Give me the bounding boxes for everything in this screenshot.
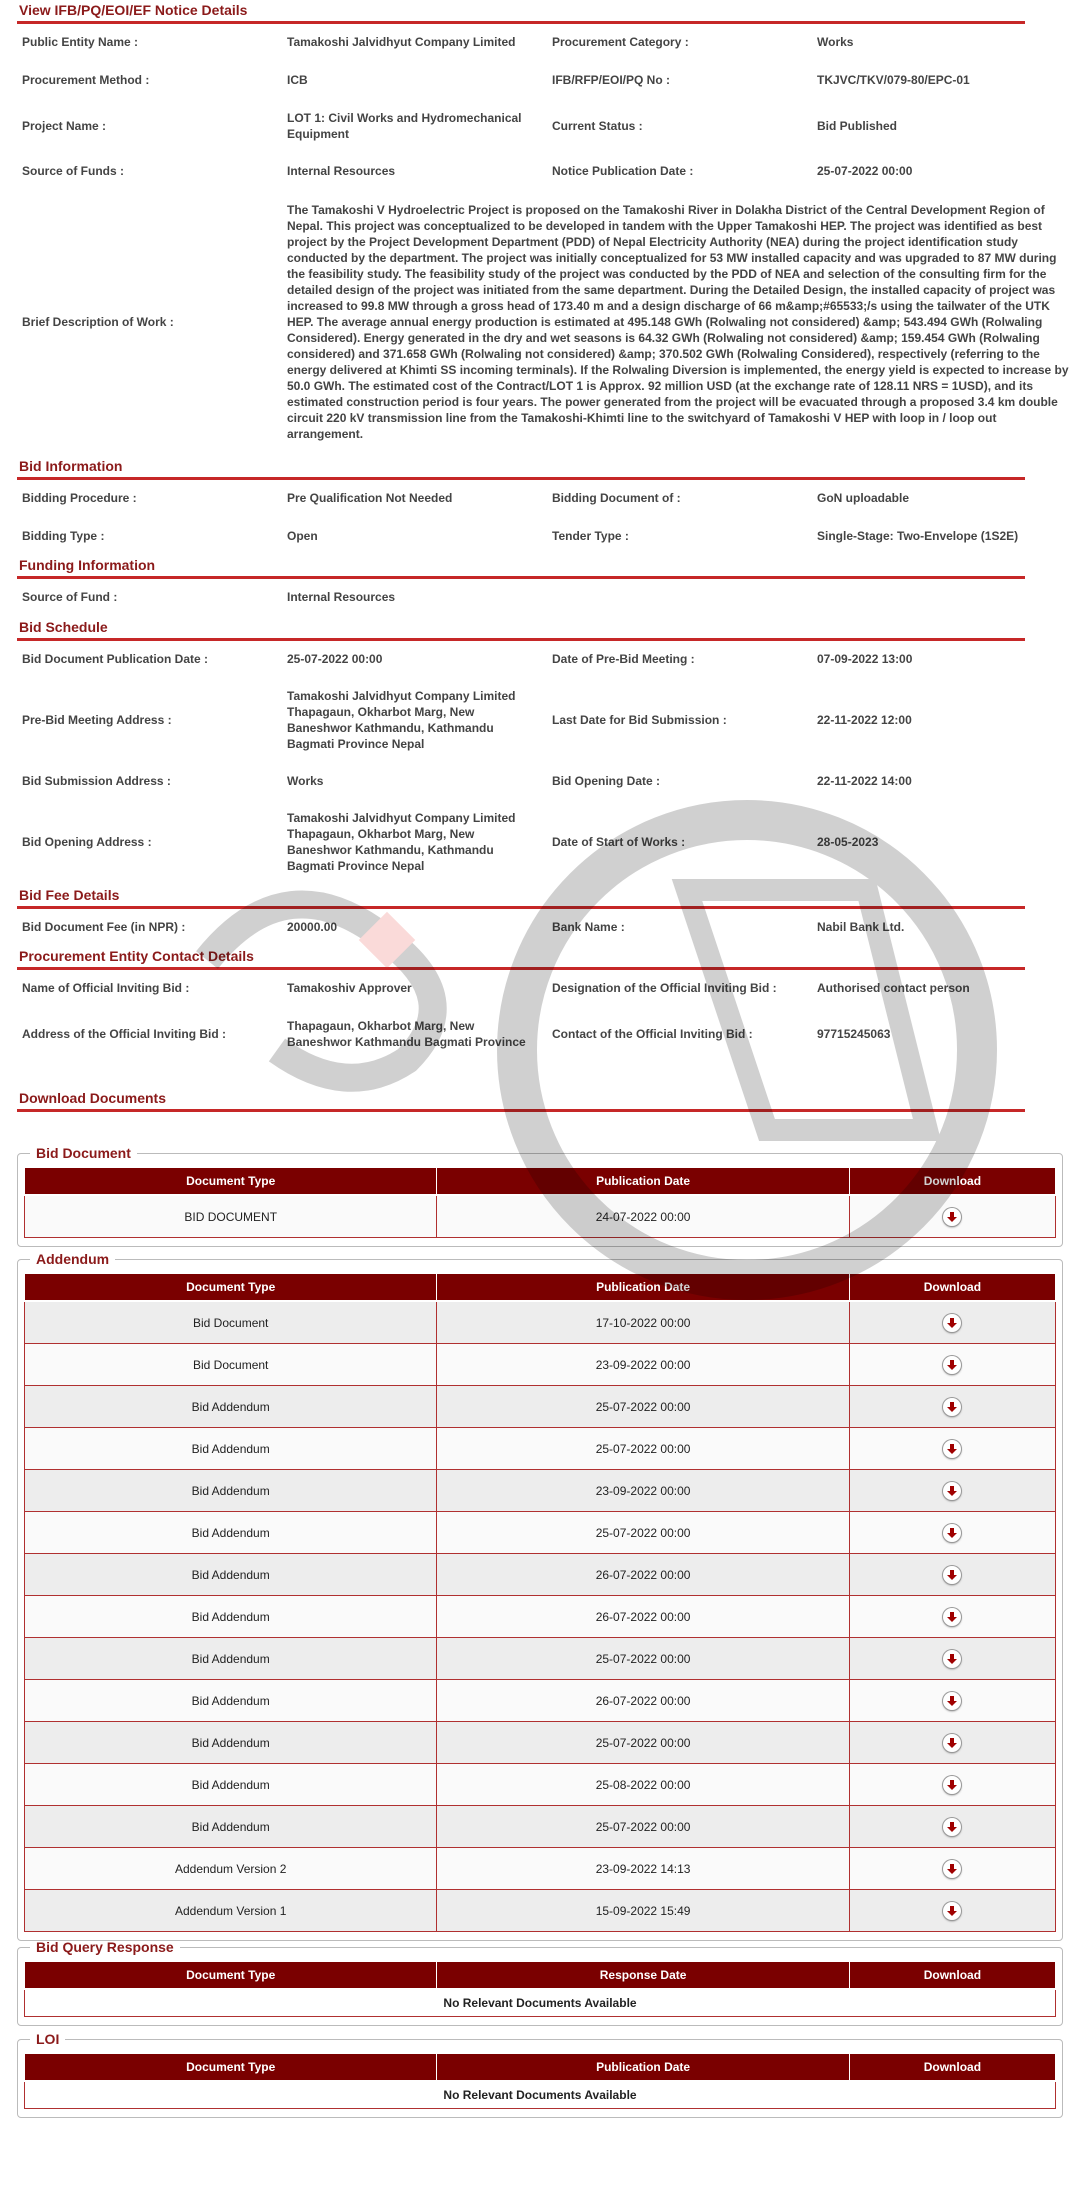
ifb-value: TKJVC/TKV/079-80/EPC-01 [817, 73, 970, 87]
bid-query-table [24, 1961, 1056, 2017]
download-cell [849, 1638, 1055, 1680]
proc-category-value: Works [817, 35, 854, 49]
fee-section-title: Bid Fee Details [17, 885, 1025, 909]
download-cell [849, 1890, 1055, 1932]
bidding-doc-of-label: Bidding Document of : [552, 491, 681, 505]
bid-document-table [24, 1167, 1056, 1238]
official-address-label: Address of the Official Inviting Bid : [22, 1026, 227, 1041]
document-type-cell: Bid Addendum [25, 1722, 437, 1764]
official-name-label: Name of Official Inviting Bid : [22, 981, 190, 995]
download-cell [849, 1195, 1055, 1238]
document-type-cell: Bid Addendum [25, 1680, 437, 1722]
table-row [25, 1470, 1056, 1512]
bid-info-section-title: Bid Information [17, 456, 1025, 480]
document-type-cell: Addendum Version 2 [25, 1848, 437, 1890]
download-cell [849, 1680, 1055, 1722]
download-cell [849, 1554, 1055, 1596]
public-entity-label: Public Entity Name : [22, 35, 139, 49]
download-icon[interactable] [943, 1608, 961, 1626]
bidding-type-label: Bidding Type : [22, 529, 105, 543]
table-row [25, 1638, 1056, 1680]
publication-date-cell: 23-09-2022 00:00 [437, 1470, 849, 1512]
submission-address-value: Works [287, 774, 324, 788]
status-label: Current Status : [552, 118, 643, 133]
loi-legend: LOI [36, 2031, 60, 2047]
doc-fee-value: 20000.00 [287, 920, 338, 934]
table-row [25, 1680, 1056, 1722]
official-name-value: Tamakoshiv Approver [287, 981, 412, 995]
publication-date-cell: 26-07-2022 00:00 [437, 1596, 849, 1638]
document-type-cell: Bid Addendum [25, 1806, 437, 1848]
download-icon[interactable] [943, 1398, 961, 1416]
bank-name-label: Bank Name : [552, 920, 625, 934]
schedule-section-title: Bid Schedule [17, 617, 1025, 641]
bid-document-legend: Bid Document [36, 1145, 131, 1161]
col-publication-date: Publication Date [437, 1168, 849, 1196]
document-type-cell: Bid Addendum [25, 1554, 437, 1596]
table-row [25, 1848, 1056, 1890]
bidding-procedure-value: Pre Qualification Not Needed [287, 491, 453, 505]
no-documents-message: No Relevant Documents Available [25, 2081, 1056, 2109]
project-name-label: Project Name : [22, 118, 107, 133]
col-document-type: Document Type [25, 1962, 437, 1990]
publication-date-cell: 25-07-2022 00:00 [437, 1806, 849, 1848]
schedule-table [17, 640, 1077, 884]
document-type-cell: Bid Addendum [25, 1386, 437, 1428]
publication-date-cell: 15-09-2022 15:49 [437, 1890, 849, 1932]
notice-section-title: View IFB/PQ/EOI/EF Notice Details [17, 0, 1025, 24]
document-type-cell: Bid Addendum [25, 1596, 437, 1638]
contact-table [17, 969, 1077, 1060]
tender-type-label: Tender Type : [552, 529, 629, 543]
download-icon[interactable] [943, 1818, 961, 1836]
document-type-cell: Addendum Version 1 [25, 1890, 437, 1932]
opening-address-label: Bid Opening Address : [22, 835, 152, 849]
download-cell [849, 1386, 1055, 1428]
addendum-table [24, 1273, 1056, 1932]
download-icon[interactable] [943, 1902, 961, 1920]
bidding-doc-of-value: GoN uploadable [817, 491, 910, 505]
submission-address-label: Bid Submission Address : [22, 774, 171, 788]
download-cell [849, 1344, 1055, 1386]
publication-date-cell: 25-07-2022 00:00 [437, 1512, 849, 1554]
doc-pub-date-label: Bid Document Publication Date : [22, 652, 209, 666]
table-row [25, 1890, 1056, 1932]
official-contact-value: 97715245063 [817, 1026, 891, 1041]
official-designation-label: Designation of the Official Inviting Bid : [552, 981, 777, 995]
download-cell [849, 1470, 1055, 1512]
col-response-date: Response Date [437, 1962, 849, 1990]
download-cell [849, 1722, 1055, 1764]
prebid-date-value: 07-09-2022 13:00 [817, 652, 913, 666]
publication-date-cell: 25-07-2022 00:00 [437, 1386, 849, 1428]
download-cell [849, 1848, 1055, 1890]
download-icon[interactable] [943, 1566, 961, 1584]
download-icon[interactable] [943, 1524, 961, 1542]
proc-method-value: ICB [287, 73, 308, 87]
official-designation-value: Authorised contact person [817, 981, 970, 995]
table-row [25, 1344, 1056, 1386]
proc-method-label: Procurement Method : [22, 73, 150, 87]
table-row [25, 1806, 1056, 1848]
addendum-fieldset [17, 1251, 1063, 1941]
col-document-type: Document Type [25, 1168, 437, 1196]
document-type-cell: Bid Addendum [25, 1470, 437, 1512]
start-works-label: Date of Start of Works : [552, 835, 686, 849]
table-row [25, 1764, 1056, 1806]
prebid-address-label: Pre-Bid Meeting Address : [22, 713, 172, 727]
doc-pub-date-value: 25-07-2022 00:00 [287, 652, 383, 666]
downloads-section-title: Download Documents [17, 1088, 1025, 1112]
download-cell [849, 1428, 1055, 1470]
fund-source-label: Source of Fund : [22, 590, 118, 604]
ifb-label: IFB/RFP/EOI/PQ No : [552, 73, 671, 87]
col-download: Download [849, 1274, 1055, 1302]
download-icon[interactable] [943, 1776, 961, 1794]
description-label: Brief Description of Work : [22, 315, 174, 329]
bidding-procedure-label: Bidding Procedure : [22, 491, 137, 505]
bid-query-fieldset [17, 1939, 1063, 2026]
download-cell [849, 1596, 1055, 1638]
publication-date-cell: 25-07-2022 00:00 [437, 1428, 849, 1470]
official-contact-label: Contact of the Official Inviting Bid : [552, 1026, 753, 1041]
contact-section-title: Procurement Entity Contact Details [17, 946, 1025, 970]
tender-type-value: Single-Stage: Two-Envelope (1S2E) [817, 529, 1019, 543]
public-entity-value: Tamakoshi Jalvidhyut Company Limited [287, 35, 516, 49]
loi-table [24, 2053, 1056, 2109]
opening-date-label: Bid Opening Date : [552, 774, 660, 788]
status-value: Bid Published [817, 118, 898, 133]
col-download: Download [849, 2054, 1055, 2082]
fee-table [17, 908, 1077, 946]
publication-date-cell: 24-07-2022 00:00 [437, 1195, 849, 1238]
project-name-value: LOT 1: Civil Works and Hydromechanical Equipment [287, 110, 522, 141]
publication-date-cell: 25-07-2022 00:00 [437, 1638, 849, 1680]
loi-fieldset [17, 2031, 1063, 2118]
download-icon[interactable] [943, 1860, 961, 1878]
col-download: Download [849, 1962, 1055, 1990]
document-type-cell: Bid Addendum [25, 1512, 437, 1554]
download-cell [849, 1806, 1055, 1848]
download-cell [849, 1301, 1055, 1344]
download-icon[interactable] [943, 1440, 961, 1458]
table-row [25, 1722, 1056, 1764]
publication-date-cell: 23-09-2022 14:13 [437, 1848, 849, 1890]
start-works-value: 28-05-2023 [817, 835, 879, 849]
pub-date-label: Notice Publication Date : [552, 164, 694, 178]
no-documents-message: No Relevant Documents Available [25, 1989, 1056, 2017]
document-type-cell: Bid Addendum [25, 1638, 437, 1680]
col-publication-date: Publication Date [437, 1274, 849, 1302]
bidding-type-value: Open [287, 529, 318, 543]
table-row [25, 1554, 1056, 1596]
publication-date-cell: 23-09-2022 00:00 [437, 1344, 849, 1386]
funding-section-title: Funding Information [17, 555, 1025, 579]
col-download: Download [849, 1168, 1055, 1196]
pub-date-value: 25-07-2022 00:00 [817, 164, 913, 178]
publication-date-cell: 17-10-2022 00:00 [437, 1301, 849, 1344]
download-icon[interactable] [943, 1734, 961, 1752]
publication-date-cell: 25-08-2022 00:00 [437, 1764, 849, 1806]
bid-query-legend: Bid Query Response [36, 1939, 174, 1955]
table-row [25, 1512, 1056, 1554]
download-icon[interactable] [943, 1650, 961, 1668]
table-row [25, 1301, 1056, 1344]
opening-address-value: Tamakoshi Jalvidhyut Company Limited Thapagaun, Okharbot Marg, New Baneshwor Kathmandu, Kathmandu Bagmati Province Nepal [287, 811, 516, 873]
prebid-date-label: Date of Pre-Bid Meeting : [552, 652, 695, 666]
document-type-cell: Bid Addendum [25, 1428, 437, 1470]
description-value: The Tamakoshi V Hydroelectric Project is proposed on the Tamakoshi River in Dolakha District of the Central Development Region of Nepal. This project was conceptualized to be developed in tandem with the Upper Tamakoshi HEP. The project was identified as best project by the Project Development Department (PDD) of Nepal Electricity Authority (NEA) during the project identification study conducted by the department. The project was initially conceptualized for 53 MW installed capacity and was upgraded to 87 MW during the feasibility study. The feasibility study of the project was conducted by the PDD of NEA and selection of the consulting firm for the detailed design of the project was initiated from the same department. During the Detailed Design, the installed capacity of project was increased to 99.8 MW through a gross head of 173.40 m and a design discharge of 66 m&amp;#65533;/s using the tailwater of the UTK HEP. The average annual energy production is estimated at 495.148 GWh (Rolwaling not considered) &amp; 543.494 GWh (Rolwaling Considered). Energy generated in the dry and wet seasons is 64.32 GWh (Rolwaling not considered) &amp; 159.454 GWh (Rolwaling considered) and 371.658 GWh (Rolwaling not considered) &amp; 370.502 GWh (Rolwaling Considered), respectively (referring to the energy delivered at Khimti SS incoming terminals). If the Rolwaling Diversion is implemented, the energy yield is expected to increase by 50.0 GWh. The estimated cost of the Contract/LOT 1 is Approx. 92 million USD (at the exchange rate of 128.11 NRS = 1USD), and its estimated construction period is four years. The power generated from the project will be evacuated through a proposed 3.4 km double circuit 220 kV transmission line from the Tamakoshi-Khimti line to the switchyard of Tamakoshi V HEP with loop in / loop out arrangement. [287, 203, 1069, 441]
last-date-label: Last Date for Bid Submission : [552, 713, 727, 727]
publication-date-cell: 26-07-2022 00:00 [437, 1554, 849, 1596]
document-type-cell: Bid Addendum [25, 1764, 437, 1806]
funds-label: Source of Funds : [22, 164, 124, 178]
table-row [25, 1596, 1056, 1638]
document-type-cell: Bid Document [25, 1301, 437, 1344]
download-icon[interactable] [943, 1692, 961, 1710]
document-type-cell: Bid Document [25, 1344, 437, 1386]
download-cell [849, 1512, 1055, 1554]
official-address-value: Thapagaun, Okharbot Marg, New Baneshwor Kathmandu Bagmati Province [287, 1018, 526, 1049]
addendum-legend: Addendum [36, 1251, 110, 1267]
download-icon[interactable] [943, 1482, 961, 1500]
table-row [25, 1195, 1056, 1238]
bid-document-fieldset [17, 1145, 1063, 1247]
table-row [25, 1386, 1056, 1428]
bid-info-table [17, 479, 1077, 555]
document-type-cell: BID DOCUMENT [25, 1195, 437, 1238]
col-publication-date: Publication Date [437, 2054, 849, 2082]
col-document-type: Document Type [25, 1274, 437, 1302]
opening-date-value: 22-11-2022 14:00 [817, 774, 912, 788]
table-row [25, 1428, 1056, 1470]
proc-category-label: Procurement Category : [552, 35, 689, 49]
download-icon[interactable] [943, 1208, 961, 1226]
col-document-type: Document Type [25, 2054, 437, 2082]
download-icon[interactable] [943, 1356, 961, 1374]
prebid-address-value: Tamakoshi Jalvidhyut Company Limited Thapagaun, Okharbot Marg, New Baneshwor Kathmandu, Kathmandu Bagmati Province Nepal [287, 689, 516, 751]
last-date-value: 22-11-2022 12:00 [817, 713, 912, 727]
bank-name-value: Nabil Bank Ltd. [817, 920, 905, 934]
funds-value: Internal Resources [287, 164, 396, 178]
doc-fee-label: Bid Document Fee (in NPR) : [22, 920, 186, 934]
funding-table [17, 578, 1077, 616]
publication-date-cell: 26-07-2022 00:00 [437, 1680, 849, 1722]
download-icon[interactable] [943, 1314, 961, 1332]
notice-details-table [17, 23, 1077, 454]
download-cell [849, 1764, 1055, 1806]
fund-source-value: Internal Resources [287, 590, 396, 604]
publication-date-cell: 25-07-2022 00:00 [437, 1722, 849, 1764]
